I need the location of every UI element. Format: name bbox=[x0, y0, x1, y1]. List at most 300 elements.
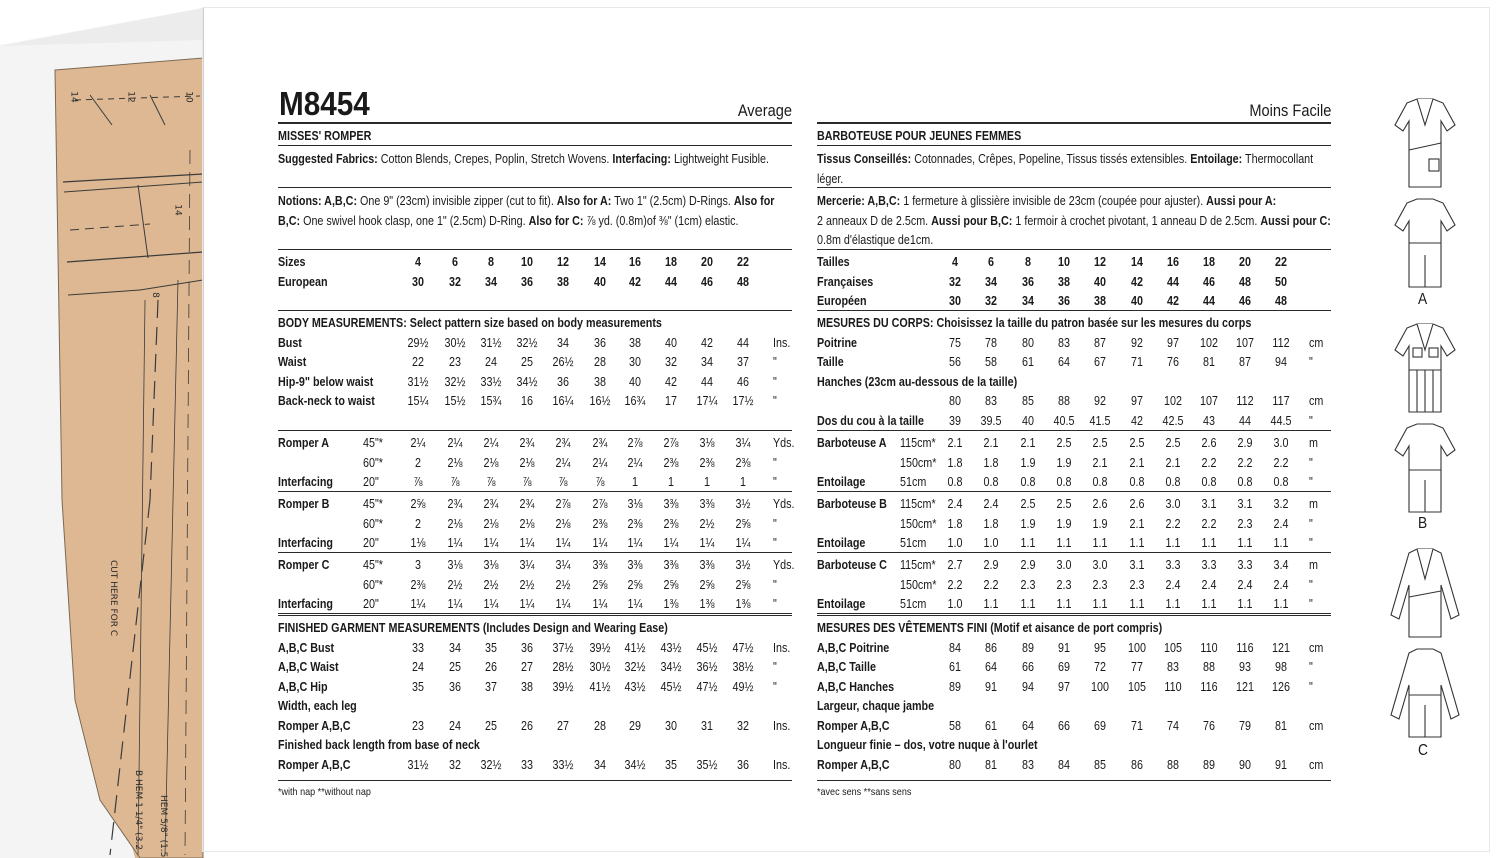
body-cell: 23 bbox=[449, 355, 461, 369]
yardage-cell: 2.6 bbox=[1129, 497, 1145, 511]
yardage-cell: 1.9 bbox=[1020, 455, 1036, 470]
view-a-label: A bbox=[1418, 291, 1428, 308]
yardage-cell: 2¾ bbox=[519, 436, 535, 450]
finished-cell: 89 bbox=[949, 680, 961, 694]
unit-cell: " bbox=[773, 394, 777, 408]
body-cell: 15¾ bbox=[480, 394, 502, 408]
body-row-label: Taille bbox=[817, 355, 844, 369]
unit-cell: " bbox=[773, 577, 777, 592]
yardage-cell: 3⅜ bbox=[663, 558, 679, 572]
body-cell: 16¾ bbox=[624, 394, 646, 408]
body-cell: 42 bbox=[665, 375, 677, 389]
body-cell: 16¼ bbox=[552, 394, 574, 408]
body-header-en: BODY MEASUREMENTS: Select pattern size based on body measurements bbox=[278, 316, 662, 330]
body-cell: 102 bbox=[1200, 336, 1218, 350]
yardage-cell: 2⅛ bbox=[519, 455, 535, 470]
body-row-label: Hip-9" below waist bbox=[278, 375, 374, 389]
body-cell: 34 bbox=[557, 336, 569, 350]
yardage-cell: ⅞ bbox=[558, 475, 568, 489]
body-cell: 81 bbox=[1203, 355, 1215, 369]
yardage-cell: 2⅜ bbox=[735, 455, 751, 470]
body-cell: 15½ bbox=[444, 394, 466, 408]
yardage-cell: 3½ bbox=[735, 497, 751, 511]
body-cell: 97 bbox=[1167, 336, 1179, 350]
europeen-size-cell: 32 bbox=[985, 294, 997, 308]
yardage-cell: 2.4 bbox=[983, 497, 999, 511]
tissue-label: 14 bbox=[172, 204, 183, 216]
view-b-label: B bbox=[1418, 515, 1428, 532]
body-cell: 44 bbox=[737, 336, 749, 350]
yardage-cell: 2.2 bbox=[1201, 455, 1217, 470]
yardage-cell: 1.1 bbox=[1165, 536, 1181, 550]
finished-cell: 80 bbox=[949, 758, 961, 772]
yardage-cell: 2½ bbox=[483, 577, 499, 592]
body-cell: 40.5 bbox=[1053, 414, 1075, 428]
body-cell: 67 bbox=[1094, 355, 1106, 369]
yardage-cell: 2⅞ bbox=[555, 497, 571, 511]
francaise-size-cell: 40 bbox=[1094, 275, 1106, 289]
body-cell: 41.5 bbox=[1089, 414, 1111, 428]
yardage-cell: 1¼ bbox=[447, 536, 463, 550]
body-cell: 32½ bbox=[516, 336, 538, 350]
finished-cell: 100 bbox=[1128, 641, 1146, 655]
body-cell: 17 bbox=[665, 394, 677, 408]
yardage-cell: 1¼ bbox=[735, 536, 751, 550]
tissue-label: HEM 5/8" (1.5 bbox=[158, 795, 168, 858]
yardage-cell: 1.0 bbox=[947, 597, 963, 611]
yardage-cell: 1.1 bbox=[1092, 597, 1108, 611]
yardage-cell: 2⅜ bbox=[592, 516, 608, 531]
finished-cell: 28½ bbox=[552, 660, 574, 674]
yardage-cell: 1¼ bbox=[483, 597, 499, 611]
unit-cell: m bbox=[1309, 558, 1318, 572]
yardage-cell: 3⅜ bbox=[699, 497, 715, 511]
finished-row-label: A,B,C Waist bbox=[278, 660, 339, 674]
fabric-width: 45"* bbox=[363, 436, 383, 450]
body-cell: 61 bbox=[1022, 355, 1034, 369]
body-row-label: Waist bbox=[278, 355, 307, 369]
finished-cell: 86 bbox=[1131, 758, 1143, 772]
unit-cell: " bbox=[1309, 414, 1313, 428]
yardage-cell: 2 bbox=[415, 516, 421, 531]
size-cell: 22 bbox=[1275, 255, 1287, 269]
body-cell: 16 bbox=[521, 394, 533, 408]
body-cell: 37 bbox=[737, 355, 749, 369]
body-row-label: Hanches (23cm au-dessous de la taille) bbox=[817, 375, 1018, 389]
yardage-cell: 2⅝ bbox=[627, 577, 643, 592]
body-cell: 33½ bbox=[480, 375, 502, 389]
unit-cell: " bbox=[1309, 597, 1313, 611]
unit-cell: " bbox=[1309, 577, 1313, 592]
yardage-cell: 1⅛ bbox=[410, 536, 426, 550]
yardage-interfacing-label: Entoilage bbox=[817, 597, 866, 611]
finished-cell: 84 bbox=[1058, 758, 1070, 772]
finished-cell: 30 bbox=[665, 719, 677, 733]
yardage-cell: 3.1 bbox=[1129, 558, 1145, 572]
view-c-front bbox=[1391, 549, 1459, 637]
unit-cell: cm bbox=[1309, 641, 1324, 655]
finished-cell: 24 bbox=[412, 660, 424, 674]
body-cell: 87 bbox=[1094, 336, 1106, 350]
yardage-cell: 3.0 bbox=[1092, 558, 1108, 572]
unit-cell: cm bbox=[1309, 394, 1324, 408]
yardage-cell: 2¾ bbox=[519, 497, 535, 511]
body-header-fr: MESURES DU CORPS: Choisissez la taille du patron basée sur les mesures du corps bbox=[817, 316, 1252, 330]
yardage-cell: 2.1 bbox=[1092, 455, 1108, 470]
finished-cell: 27 bbox=[557, 719, 569, 733]
unit-cell: " bbox=[773, 375, 777, 389]
yardage-view-label: Barboteuse C bbox=[817, 558, 887, 572]
finished-cell: 25 bbox=[485, 719, 497, 733]
yardage-cell: 1.0 bbox=[947, 536, 963, 550]
finished-cell: 89 bbox=[1203, 758, 1215, 772]
europeen-size-cell: 34 bbox=[1022, 294, 1034, 308]
unit-cell: " bbox=[1309, 475, 1313, 489]
yardage-cell: 2¾ bbox=[592, 436, 608, 450]
yardage-cell: 2.4 bbox=[1201, 577, 1217, 592]
finished-cell: 121 bbox=[1236, 680, 1254, 694]
finished-cell: 58 bbox=[949, 719, 961, 733]
yardage-cell: 1.1 bbox=[1201, 536, 1217, 550]
finished-row-label: Romper A,B,C bbox=[278, 758, 351, 772]
yardage-cell: 1¼ bbox=[555, 597, 571, 611]
finished-row-label: A,B,C Taille bbox=[817, 660, 876, 674]
finished-cell: 36 bbox=[449, 680, 461, 694]
yardage-cell: 2.2 bbox=[1237, 455, 1253, 470]
yardage-cell: 2⅝ bbox=[735, 577, 751, 592]
fabrics-en: Suggested Fabrics: Cotton Blends, Crepes, Poplin, Stretch Wovens. Interfacing: Lightweight Fusible. bbox=[278, 152, 769, 166]
yardage-cell: 0.8 bbox=[947, 475, 963, 489]
yardage-cell: 2.1 bbox=[1129, 455, 1145, 470]
yardage-cell: 1.1 bbox=[1273, 597, 1289, 611]
finished-cell: 41½ bbox=[624, 641, 646, 655]
finished-cell: 32 bbox=[737, 719, 749, 733]
body-cell: 85 bbox=[1022, 394, 1034, 408]
yardage-view-label: Romper C bbox=[278, 558, 330, 572]
yardage-cell: 1.8 bbox=[947, 455, 963, 470]
unit-cell: Yds. bbox=[773, 436, 795, 450]
yardage-cell: 1.1 bbox=[1273, 536, 1289, 550]
finished-cell: 32½ bbox=[624, 660, 646, 674]
finished-row-label: Width, each leg bbox=[278, 699, 357, 713]
unit-cell: " bbox=[773, 536, 777, 550]
body-cell: 29½ bbox=[407, 336, 429, 350]
yardage-interfacing-label: Interfacing bbox=[278, 475, 333, 489]
yardage-cell: 2⅞ bbox=[627, 436, 643, 450]
finished-cell: 33 bbox=[412, 641, 424, 655]
body-cell: 28 bbox=[594, 355, 606, 369]
yardage-cell: 1¼ bbox=[627, 536, 643, 550]
european-size-cell: 32 bbox=[449, 275, 461, 289]
body-cell: 17¼ bbox=[696, 394, 718, 408]
yardage-cell: 2 bbox=[415, 455, 421, 470]
yardage-cell: 1 bbox=[704, 475, 710, 489]
unit-cell: " bbox=[773, 475, 777, 489]
yardage-cell: 3⅜ bbox=[663, 497, 679, 511]
yardage-cell: 1¼ bbox=[627, 597, 643, 611]
body-cell: 44 bbox=[1239, 414, 1251, 428]
finished-cell: 61 bbox=[985, 719, 997, 733]
finished-cell: 77 bbox=[1131, 660, 1143, 674]
yardage-cell: 3⅛ bbox=[699, 436, 715, 450]
fabric-width: 20" bbox=[363, 475, 379, 489]
unit-cell: " bbox=[1309, 455, 1313, 470]
body-cell: 56 bbox=[949, 355, 961, 369]
yardage-cell: 2.5 bbox=[1129, 436, 1145, 450]
yardage-cell: ⅞ bbox=[522, 475, 532, 489]
yardage-cell: 1¼ bbox=[483, 536, 499, 550]
size-cell: 6 bbox=[452, 255, 458, 269]
body-cell: 17½ bbox=[732, 394, 754, 408]
yardage-cell: 1¼ bbox=[663, 536, 679, 550]
tissue-label: CUT HERE FOR C bbox=[108, 560, 118, 637]
view-c-back bbox=[1391, 649, 1459, 737]
european-size-cell: 42 bbox=[629, 275, 641, 289]
finished-cell: 27 bbox=[521, 660, 533, 674]
tissue-label: 12 bbox=[125, 91, 136, 103]
unit-cell: cm bbox=[1309, 336, 1324, 350]
yardage-cell: 2⅛ bbox=[447, 455, 463, 470]
yardage-cell: 3⅛ bbox=[447, 558, 463, 572]
yardage-cell: 1¼ bbox=[555, 536, 571, 550]
body-cell: 32 bbox=[665, 355, 677, 369]
unit-cell: " bbox=[773, 455, 777, 470]
body-cell: 80 bbox=[949, 394, 961, 408]
yardage-interfacing-label: Interfacing bbox=[278, 597, 333, 611]
tissue-label: 10 bbox=[183, 91, 194, 103]
title-fr: BARBOTEUSE POUR JEUNES FEMMES bbox=[817, 129, 1022, 143]
yardage-cell: 1.9 bbox=[1056, 455, 1072, 470]
title-en: MISSES' ROMPER bbox=[278, 129, 372, 143]
yardage-cell: 2.2 bbox=[1201, 516, 1217, 531]
finished-cell: 35 bbox=[485, 641, 497, 655]
body-cell: 83 bbox=[1058, 336, 1070, 350]
finished-row-label: A,B,C Hip bbox=[278, 680, 328, 694]
yardage-cell: 1.9 bbox=[1056, 516, 1072, 531]
size-cell: 10 bbox=[521, 255, 533, 269]
finished-cell: 29 bbox=[629, 719, 641, 733]
francaise-size-cell: 34 bbox=[985, 275, 997, 289]
body-cell: 30½ bbox=[444, 336, 466, 350]
footnote-fr: *avec sens **sans sens bbox=[817, 786, 912, 798]
body-cell: 34 bbox=[701, 355, 713, 369]
body-cell: 15¼ bbox=[407, 394, 429, 408]
body-cell: 31½ bbox=[480, 336, 502, 350]
yardage-cell: ⅞ bbox=[413, 475, 423, 489]
body-cell: 112 bbox=[1236, 394, 1254, 408]
yardage-cell: 2.3 bbox=[1129, 577, 1145, 592]
unit-cell: " bbox=[1309, 680, 1313, 694]
finished-cell: 126 bbox=[1272, 680, 1290, 694]
finished-cell: 93 bbox=[1239, 660, 1251, 674]
finished-cell: 85 bbox=[1094, 758, 1106, 772]
yardage-cell: 2.2 bbox=[1273, 455, 1289, 470]
finished-cell: 69 bbox=[1058, 660, 1070, 674]
body-cell: 102 bbox=[1164, 394, 1182, 408]
yardage-cell: 1¼ bbox=[410, 597, 426, 611]
yardage-view-label: Barboteuse B bbox=[817, 497, 887, 511]
finished-cell: 37 bbox=[485, 680, 497, 694]
finished-cell: 43½ bbox=[660, 641, 682, 655]
yardage-cell: 1 bbox=[632, 475, 638, 489]
finished-row-label: Romper A,B,C bbox=[817, 758, 890, 772]
yardage-cell: 3½ bbox=[735, 558, 751, 572]
fabrics-fr-line2: léger. bbox=[817, 172, 844, 186]
yardage-cell: 1.8 bbox=[983, 516, 999, 531]
yardage-cell: 2¼ bbox=[592, 455, 608, 470]
yardage-cell: 3.4 bbox=[1273, 558, 1289, 572]
yardage-cell: 2⅞ bbox=[663, 436, 679, 450]
fabric-width: 150cm* bbox=[900, 455, 937, 470]
body-cell: 30 bbox=[629, 355, 641, 369]
yardage-cell: 3.3 bbox=[1201, 558, 1217, 572]
finished-cell: 64 bbox=[1022, 719, 1034, 733]
francaise-size-cell: 50 bbox=[1275, 275, 1287, 289]
yardage-cell: 1.1 bbox=[1020, 536, 1036, 550]
francaises-label: Françaises bbox=[817, 275, 874, 289]
body-cell: 42.5 bbox=[1162, 414, 1184, 428]
finished-cell: 35 bbox=[665, 758, 677, 772]
yardage-cell: 2.7 bbox=[947, 558, 963, 572]
yardage-cell: 1.8 bbox=[947, 516, 963, 531]
size-cell: 18 bbox=[665, 255, 677, 269]
yardage-cell: 2¼ bbox=[555, 455, 571, 470]
body-cell: 83 bbox=[985, 394, 997, 408]
finished-row-label: A,B,C Poitrine bbox=[817, 641, 890, 655]
european-size-cell: 44 bbox=[665, 275, 677, 289]
finished-cell: 71 bbox=[1131, 719, 1143, 733]
difficulty-en: Average bbox=[737, 101, 792, 120]
size-cell: 8 bbox=[1025, 255, 1031, 269]
unit-cell: Yds. bbox=[773, 558, 795, 572]
body-row-label: Poitrine bbox=[817, 336, 858, 350]
yardage-cell: 1.1 bbox=[1237, 597, 1253, 611]
fabric-width: 51cm bbox=[900, 536, 927, 550]
body-cell: 32½ bbox=[444, 375, 466, 389]
yardage-cell: 2⅜ bbox=[627, 516, 643, 531]
unit-cell: cm bbox=[1309, 719, 1324, 733]
body-cell: 40 bbox=[629, 375, 641, 389]
body-cell: 36 bbox=[594, 336, 606, 350]
yardage-view-label: Barboteuse A bbox=[817, 436, 887, 450]
yardage-cell: 2.1 bbox=[947, 436, 963, 450]
finished-cell: 38 bbox=[521, 680, 533, 694]
finished-cell: 30½ bbox=[589, 660, 611, 674]
finished-cell: 91 bbox=[1275, 758, 1287, 772]
yardage-cell: 2.6 bbox=[1201, 436, 1217, 450]
yardage-cell: ⅞ bbox=[450, 475, 460, 489]
finished-cell: 45½ bbox=[696, 641, 718, 655]
size-cell: 22 bbox=[737, 255, 749, 269]
finished-cell: 35½ bbox=[696, 758, 718, 772]
yardage-cell: 3.2 bbox=[1273, 497, 1289, 511]
view-c-label: C bbox=[1418, 742, 1428, 759]
unit-cell: " bbox=[773, 597, 777, 611]
view-a-front bbox=[1395, 99, 1455, 187]
yardage-cell: 1.9 bbox=[1092, 516, 1108, 531]
body-cell: 22 bbox=[412, 355, 424, 369]
view-b-front bbox=[1395, 324, 1455, 412]
yardage-cell: 2⅛ bbox=[483, 455, 499, 470]
finished-cell: 89 bbox=[1022, 641, 1034, 655]
finished-cell: 98 bbox=[1275, 660, 1287, 674]
yardage-cell: 0.8 bbox=[1237, 475, 1253, 489]
notions-fr-line3: 0.8m d'élastique de1cm. bbox=[817, 233, 934, 247]
yardage-cell: 2⅛ bbox=[555, 516, 571, 531]
yardage-cell: 1 bbox=[740, 475, 746, 489]
size-cell: 4 bbox=[415, 255, 421, 269]
europeen-size-cell: 30 bbox=[949, 294, 961, 308]
yardage-cell: 2⅛ bbox=[483, 516, 499, 531]
yardage-cell: 2.4 bbox=[1273, 516, 1289, 531]
unit-cell: " bbox=[773, 516, 777, 531]
finished-cell: 37½ bbox=[552, 641, 574, 655]
yardage-cell: 3¼ bbox=[735, 436, 751, 450]
finished-row-label: A,B,C Bust bbox=[278, 641, 335, 655]
finished-cell: 66 bbox=[1058, 719, 1070, 733]
yardage-cell: 2.5 bbox=[1056, 436, 1072, 450]
fabric-width: 60"* bbox=[363, 577, 383, 592]
francaise-size-cell: 42 bbox=[1131, 275, 1143, 289]
finished-header-en: FINISHED GARMENT MEASUREMENTS (Includes Design and Wearing Ease) bbox=[278, 621, 668, 635]
francaise-size-cell: 46 bbox=[1203, 275, 1215, 289]
finished-cell: 105 bbox=[1164, 641, 1182, 655]
finished-cell: 34 bbox=[594, 758, 606, 772]
yardage-cell: 2.1 bbox=[1020, 436, 1036, 450]
pattern-number: M8454 bbox=[279, 85, 370, 122]
body-cell: 43 bbox=[1203, 414, 1215, 428]
size-cell: 8 bbox=[488, 255, 494, 269]
yardage-cell: 1.9 bbox=[1020, 516, 1036, 531]
finished-cell: 36½ bbox=[696, 660, 718, 674]
unit-cell: " bbox=[1309, 660, 1313, 674]
yardage-cell: 2⅝ bbox=[592, 577, 608, 592]
finished-cell: 121 bbox=[1272, 641, 1290, 655]
finished-cell: 110 bbox=[1164, 680, 1182, 694]
yardage-cell: 2.9 bbox=[1237, 436, 1253, 450]
francaise-size-cell: 36 bbox=[1022, 275, 1034, 289]
finished-cell: 95 bbox=[1094, 641, 1106, 655]
finished-cell: 31 bbox=[701, 719, 713, 733]
yardage-cell: 3.1 bbox=[1237, 497, 1253, 511]
fabrics-fr: Tissus Conseillés: Cotonnades, Crêpes, Popeline, Tissus tissés extensibles. Entoilage: Thermocollant bbox=[817, 152, 1314, 166]
yardage-cell: 1.1 bbox=[1201, 597, 1217, 611]
yardage-view-label: Romper B bbox=[278, 497, 330, 511]
unit-cell: Yds. bbox=[773, 497, 795, 511]
yardage-cell: 2⅛ bbox=[447, 516, 463, 531]
finished-cell: 25 bbox=[449, 660, 461, 674]
body-cell: 87 bbox=[1239, 355, 1251, 369]
yardage-cell: 2½ bbox=[699, 516, 715, 531]
finished-cell: 39½ bbox=[552, 680, 574, 694]
yardage-cell: 1⅜ bbox=[663, 597, 679, 611]
size-cell: 6 bbox=[988, 255, 994, 269]
finished-cell: 26 bbox=[521, 719, 533, 733]
body-row-label: Bust bbox=[278, 336, 302, 350]
yardage-cell: 1¼ bbox=[519, 597, 535, 611]
finished-cell: 64 bbox=[985, 660, 997, 674]
size-cell: 14 bbox=[594, 255, 606, 269]
yardage-cell: 3⅛ bbox=[627, 497, 643, 511]
yardage-view-label: Romper A bbox=[278, 436, 329, 450]
europeen-size-cell: 40 bbox=[1131, 294, 1143, 308]
fabric-width: 115cm* bbox=[900, 558, 936, 572]
finished-cell: 32½ bbox=[480, 758, 502, 772]
yardage-cell: 2¼ bbox=[447, 436, 463, 450]
yardage-cell: 2¼ bbox=[410, 436, 426, 450]
unit-cell: Ins. bbox=[773, 758, 791, 772]
body-cell: 117 bbox=[1272, 394, 1290, 408]
